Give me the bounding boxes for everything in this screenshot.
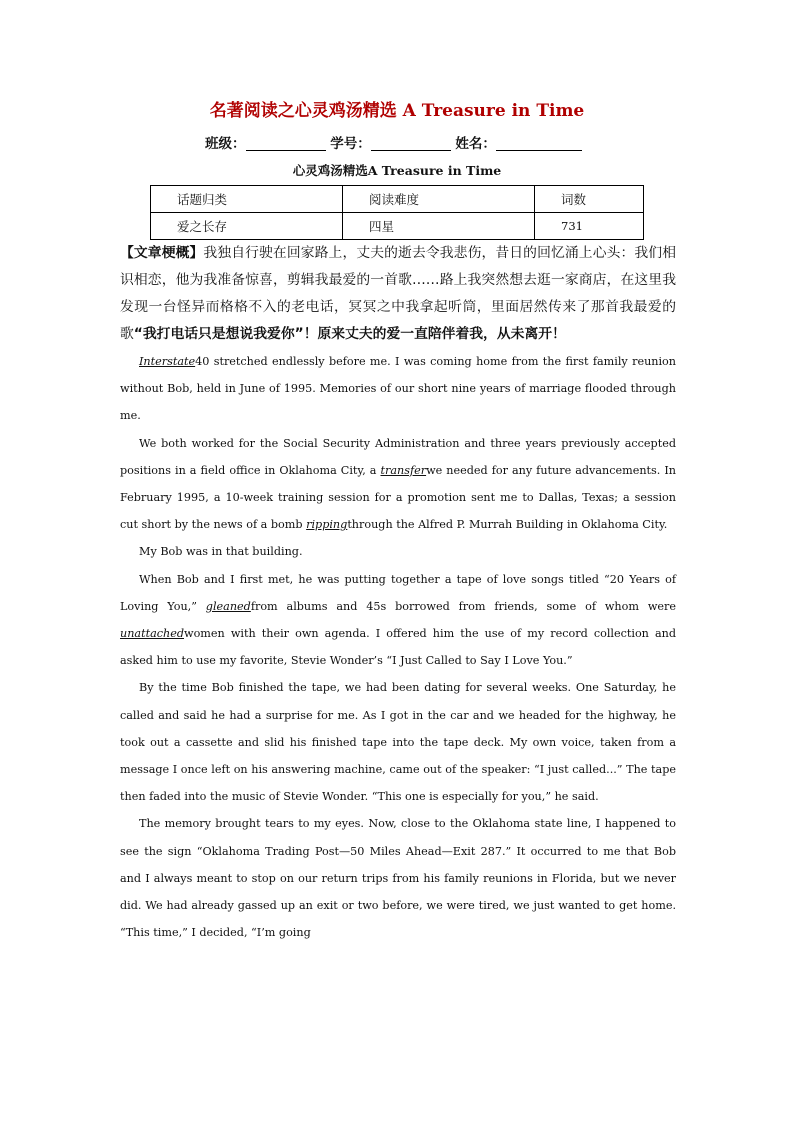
paragraph xyxy=(120,430,676,539)
table-row xyxy=(151,213,644,240)
table-header-cell: 词数 xyxy=(535,186,644,213)
paragraph-text: 40 stretched endlessly before me. I was coming home from the first family reunion without Bob, held in June of 1995. Memories of our short nine years of marriage flooded through me. xyxy=(120,355,676,423)
info-table xyxy=(150,185,644,240)
vocab-word: ripping xyxy=(306,518,348,532)
summary-label: 【文章梗概】 xyxy=(120,245,204,261)
table-cell: 四星 xyxy=(343,213,535,240)
paragraph-text: from albums and 45s borrowed from friends, some of whom were xyxy=(250,599,677,613)
document-subtitle: 心灵鸡汤精选A Treasure in Time xyxy=(292,163,502,178)
table-header-cell: 阅读难度 xyxy=(343,186,535,213)
paragraph xyxy=(120,348,676,430)
class-label: 班级： xyxy=(205,136,246,152)
summary-quote: “我打电话只是想说我爱你”！原来丈夫的爱一直陪伴着我，从未离开！ xyxy=(133,326,566,342)
paragraph-text: through the Alfred P. Murrah Building in Oklahoma City. xyxy=(347,518,668,532)
vocab-word: gleaned xyxy=(205,599,251,613)
document-title: 名著阅读之心灵鸡汤精选 A Treasure in Time xyxy=(209,101,585,121)
table-cell: 爱之长存 xyxy=(151,213,343,240)
vocab-word: unattached xyxy=(120,627,184,641)
paragraph-text: We both worked for the Social Security Administration and three years previously accepted positions in a field office in Oklahoma City, a xyxy=(120,436,676,477)
paragraph-text: When Bob and I first met, he was putting together a tape of love songs titled “20 Years of Loving You,” xyxy=(120,572,676,613)
student-info-line xyxy=(205,132,605,152)
id-blank xyxy=(371,136,451,151)
paragraph: My Bob was in that building. xyxy=(139,545,303,559)
paragraph: The memory brought tears to my eyes. Now, close to the Oklahoma state line, I happened to see the sign “Oklahoma Trading Post—50 Miles Ahead—Exit 287.” It occurred to me that Bob and I always meant to stop on our return trips from his family reunions in Florida, but we never did. We had already gassed up an exit or two before, we were tired, we just wanted to get home. “This time,” I decided, “I’m going xyxy=(120,817,676,940)
article-body xyxy=(120,348,676,946)
table-cell: 731 xyxy=(535,213,644,240)
paragraph xyxy=(120,566,676,675)
paragraph: By the time Bob finished the tape, we had been dating for several weeks. One Saturday, he called and said he had a surprise for me. As I got in the car and we headed for the highway, he took out a cassette and slid his finished tape into the tape deck. My own voice, taken from a message I once left on his answering machine, came out of the speaker: “I just called...” The tape then faded into the music of Stevie Wonder. “This one is especially for you,” he said. xyxy=(120,681,676,804)
paragraph-text: we needed for any future advancements. In February 1995, a 10-week training session for a promotion sent me to Dallas, Texas; a session cut short by the news of a bomb xyxy=(120,463,677,532)
paragraph-text: women with their own agenda. I offered him the use of my record collection and asked him to use my favorite, Stevie Wonder’s “I Just Called to Say I Love You.” xyxy=(120,627,676,668)
name-label: 姓名： xyxy=(455,136,496,152)
vocab-word: transfer xyxy=(380,463,427,477)
vocab-word: Interstate xyxy=(139,355,196,368)
id-label: 学号： xyxy=(330,136,371,152)
name-blank xyxy=(496,136,582,151)
table-header-cell: 话题归类 xyxy=(151,186,343,213)
class-blank xyxy=(246,136,326,151)
summary-text: 我独自行驶在回家路上，丈夫的逝去令我悲伤，昔日的回忆涌上心头：我们相识相恋，他为我准备惊喜，剪辑我最爱的一首歌……路上我突然想去逛一家商店，在这里我发现一台怪异而格格不入的老电话，冥冥之中我拿起听筒，里面居然传来了那首我最爱的歌 xyxy=(120,245,677,342)
article-summary xyxy=(120,240,676,348)
table-row xyxy=(151,186,644,213)
